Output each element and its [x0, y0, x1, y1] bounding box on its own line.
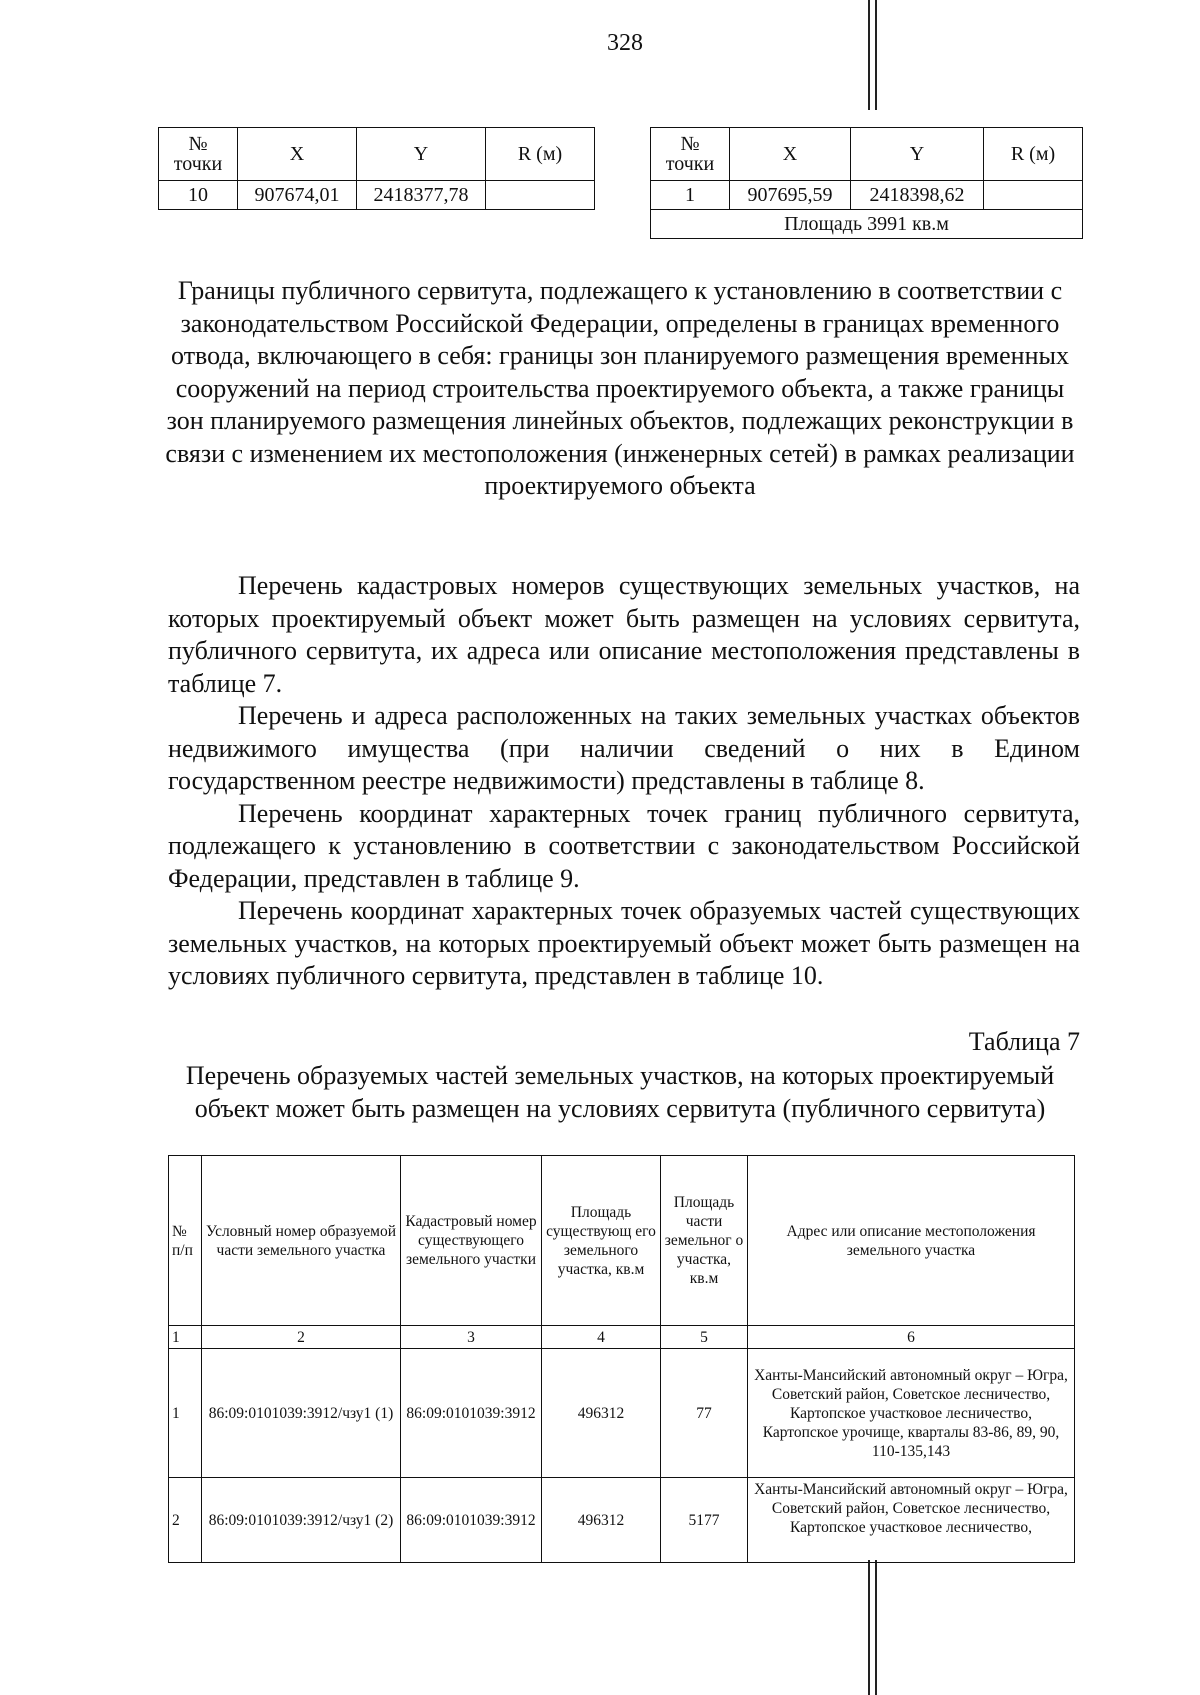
scan-artifact-line: [875, 1560, 877, 1695]
column-number: 4: [542, 1326, 661, 1349]
cell-row-number: 1: [169, 1349, 202, 1478]
header-radius: R (м): [486, 128, 595, 181]
table-title: Перечень образуемых частей земельных участков, на которых проектируемый объект может быть размещен на условиях сервитута (публичного сервитута): [185, 1061, 1055, 1123]
cell-area-total: 496312: [542, 1478, 661, 1563]
header-area-part: Площадь части земельног о участка, кв.м: [661, 1156, 748, 1326]
paragraph: Перечень координат характерных точек образуемых частей существующих земельных участков, на которых проектируемый объект может быть размещен на условиях публичного сервитута, представлен в таблице 10.: [168, 896, 1080, 990]
coord-table-left: [158, 127, 595, 210]
cell-x: 907695,59: [730, 181, 851, 210]
cell-y: 2418398,62: [851, 181, 984, 210]
paragraph: Перечень кадастровых номеров существующих земельных участков, на которых проектируемый объект может быть размещен на условиях сервитута, публичного сервитута, их адреса или описание местоположения представлены в таблице 7.: [168, 571, 1080, 698]
table-label: Таблица 7: [968, 1027, 1080, 1056]
cell-address: Ханты-Мансийский автономный округ – Югра, Советский район, Советское лесничество, Картопское участковое лесничество, Картопское урочище, кварталы 83-86, 89, 90, 110-135,143: [748, 1349, 1075, 1478]
column-number: 5: [661, 1326, 748, 1349]
header-point-number: № точки: [651, 128, 730, 181]
header-row-number: № п/п: [169, 1156, 202, 1326]
column-number: 6: [748, 1326, 1075, 1349]
header-conditional-number: Условный номер образуемой части земельного участка: [202, 1156, 401, 1326]
cell-conditional-number: 86:09:0101039:3912/чзу1 (2): [202, 1478, 401, 1563]
header-cadastral-number: Кадастровый номер существующего земельного участки: [401, 1156, 542, 1326]
cell-address: Ханты-Мансийский автономный округ – Югра, Советский район, Советское лесничество, Картопское участковое лесничество,: [748, 1478, 1075, 1563]
column-number: 3: [401, 1326, 542, 1349]
cell-conditional-number: 86:09:0101039:3912/чзу1 (1): [202, 1349, 401, 1478]
cell-area-part: 77: [661, 1349, 748, 1478]
servitude-boundary-paragraph: Границы публичного сервитута, подлежащего к установлению в соответствии с законодательством Российской Федерации, определены в границах временного отвода, включающего в себя: границы зон планируемого размещения временных сооружений на период строительства проектируемого объекта, а также границы зон планируемого размещения линейных объектов, подлежащих реконструкции в связи с изменением их местоположения (инженерных сетей) в рамках реализации проектируемого объекта: [165, 276, 1075, 500]
cell-cadastral-number: 86:09:0101039:3912: [401, 1478, 542, 1563]
cell-row-number: 2: [169, 1478, 202, 1563]
table-row: [169, 1349, 1075, 1478]
header-x: X: [238, 128, 357, 181]
column-number: 1: [169, 1326, 202, 1349]
scan-artifact-line: [875, 0, 877, 110]
cell-area-part: 5177: [661, 1478, 748, 1563]
header-y: Y: [357, 128, 486, 181]
header-point-number: № точки: [159, 128, 238, 181]
area-total: Площадь 3991 кв.м: [651, 210, 1083, 239]
scan-artifact-line: [868, 0, 870, 110]
cell-radius: [486, 181, 595, 210]
cell-point-number: 1: [651, 181, 730, 210]
cell-x: 907674,01: [238, 181, 357, 210]
cell-point-number: 10: [159, 181, 238, 210]
paragraph: Перечень координат характерных точек границ публичного сервитута, подлежащего к установлению в соответствии с законодательством Российской Федерации, представлен в таблице 9.: [168, 798, 1080, 893]
header-x: X: [730, 128, 851, 181]
cell-cadastral-number: 86:09:0101039:3912: [401, 1349, 542, 1478]
column-number: 2: [202, 1326, 401, 1349]
cell-area-total: 496312: [542, 1349, 661, 1478]
coord-table-right: [650, 127, 1083, 239]
scan-artifact-line: [868, 1560, 870, 1695]
cell-radius: [984, 181, 1083, 210]
cell-y: 2418377,78: [357, 181, 486, 210]
parcels-table: [168, 1155, 1075, 1563]
header-y: Y: [851, 128, 984, 181]
header-address: Адрес или описание местоположения земельного участка: [748, 1156, 1075, 1326]
paragraph: Перечень и адреса расположенных на таких земельных участках объектов недвижимого имущества (при наличии сведений о них в Едином государственном реестре недвижимости) представлены в таблице 8.: [168, 701, 1080, 795]
body-paragraphs: [168, 570, 1080, 993]
table-row: [169, 1478, 1075, 1563]
header-area-total: Площадь существующ его земельного участка, кв.м: [542, 1156, 661, 1326]
header-radius: R (м): [984, 128, 1083, 181]
page-number: 328: [607, 30, 643, 56]
